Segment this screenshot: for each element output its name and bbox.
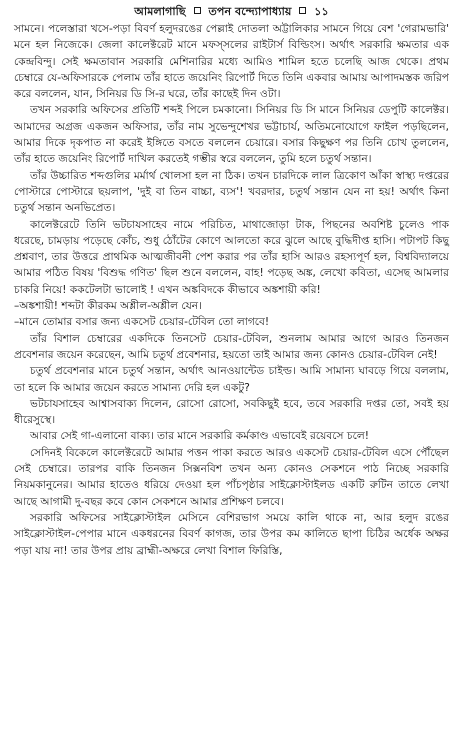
dialogue-line: –মানে তোমার বসার জন্য একসেট চেয়ার-টেবিল তো লাগবে! — [14, 316, 270, 329]
paragraph: সরকারি অফিসের সাইক্লোস্টাইল মেসিনে বেশিরভাগ সময়ে কালি থাকে না, আর হলুদ রঙের সাইক্লোস্টাইল-পেপার মানে একধরনের বিবর্ণ কাগজ, তার উপর কম কালিতে ছাপা চিঠির অর্ধেক অক্ষর পড়া যায় না! তার উপর প্রায় ব্রাহ্মী-অক্ষরে লেখা বিশাল ফিরিস্তি, — [14, 511, 449, 557]
paragraph: সামনে। পলেস্তারা খসে-পড়া বিবর্ণ হলুদরঙের পেল্লাই দোতলা অট্টালিকার সামনে গিয়ে বেশ 'গেরামভারি' মনে হল নিজেকে। জেলা কালেক্টরেট মানে মফস্সলের রাইটার্স বিল্ডিংস। অর্থাৎ সরকারি ক্ষমতার এক কেন্দ্রবিন্দু। সেই ক্ষমতাবান সরকারি মেশিনারির মধ্যে আমিও শামিল হতে চলেছি আজ থেকে। প্রথম চেম্বারে যে-অফিসারকে পেলাম তাঁর হাতে জয়েনিং রিপোর্ট দিতে তিনি একবার আমায় আপাদমস্তক জরিপ করে বললেন, যান, সিনিয়র ডি সি-র ঘরে, তাঁর কাছেই দিন ওটা। — [14, 23, 449, 101]
paragraph: আবার সেই গা-এলানো বাক্য। তার মানে সরকারি কর্মকাণ্ড এভাবেই রয়েবসে চলে! — [30, 430, 369, 443]
paragraph: চতুর্থ প্রবেশনার মানে চতুর্থ সন্তান, অর্থাৎ আনওয়ান্টেড চাইল্ড। আমি সামান্য ঘাবড়ে গিয়ে বললাম, তা হলে কি আমার জয়েন করতে সামান্য দেরি হল একটু? — [14, 365, 449, 394]
author-name: তপন বন্দ্যোপাধ্যায় — [208, 5, 292, 18]
dialogue-line: –অঙ্কশায়ী! শব্দটা কীরকম অশ্লীল-অশ্লীল যেন। — [14, 300, 202, 313]
square-separator-icon — [299, 7, 306, 14]
running-header — [14, 4, 449, 19]
paragraph: ভটচাযসাহেব আশ্বাসবাক্য দিলেন, রোসো রোসো, সবকিছুই হবে, তবে সরকারি দপ্তর তো, সবই হয় ধীরেসুস্থে। — [14, 397, 449, 427]
paragraph: সেদিনই বিকেলে কালেক্টরেটে আমার পত্তন পাকা করতে আরও একসেট চেয়ার-টেবিল এসে পৌঁছেল সেই চেম্বারে। তারপর বাকি তিনজন সিক্সনবিশ তখন অন্য কোনও সেকশনে পাঠ নিচ্ছে সরকারি নিয়মকানুনের। আমার হাতেও ধরিয়ে দেওয়া হল পাঁচপৃষ্ঠার সাইক্লোস্টাইলড একটি রুটিন তাতে লেখা আছে আগামী দু-বছর কবে কোন সেকশনে আমার প্রশিক্ষণ চলবে। — [14, 446, 449, 508]
paragraph: তখন সরকারি অফিসের প্রতিটি শব্দই পিলে চমকানো। সিনিয়র ডি সি মানে সিনিয়র ডেপুটি কালেক্টর। আমাদের অগ্রজ একজন অফিসার, তাঁর নাম সুভেন্দুশেখর ভট্টাচার্য, অতিমনোযোগে ফাইল পড়ছিলেন, আমার দিকে দৃকপাত না করেই ইঙ্গিতে বসতে বললেন চেয়ারে। বসার কিছুক্ষণ পর তিনি চোখ তুললেন, তাঁর হাতে জয়েনিং রিপোর্ট দাখিল করতেই গম্ভীর স্বরে বললেন, তুমি হলে চতুর্থ সন্তান। — [14, 104, 449, 166]
paragraph: কালেক্টরেটে তিনি ভটচাযসাহেব নামে পরিচিত, মাথাজোড়া টাক, পিছনের অবশিষ্ট চুলেও পাক ধরেছে, চামড়ায় পড়েছে কোঁচ, শুধু ঠোঁটের কোণে আলতো করে ঝুলে আছে বুদ্ধিদীপ্ত হাসি। পটাপট কিছু প্রশ্নবাণ, তার উত্তরে প্রাথমিক আত্মজীবনী পেশ করার পর তাঁর হাসি আরও রহস্যপূর্ণ হল, বিশ্ববিদ্যালয়ে আমার পঠিত বিষয় 'বিশুদ্ধ গণিত' ছিল শুনে বললেন, বাহ! পড়েছ অঙ্ক, লেখো কবিতা, এসেছ আমলার চাকরি নিয়ে! ককটেলটা ভালোই ! এখন অঙ্কবিদকে কীভাবে অঙ্কশায়ী করি! — [14, 218, 449, 296]
square-separator-icon — [194, 7, 201, 14]
body-text — [14, 21, 449, 559]
paragraph: তাঁর বিশাল চেম্বারের একদিকে তিনসেট চেয়ার-টেবিল, শুনলাম আমার আগে আরও তিনজন প্রবেশনার জয়েন করেছেন, আমি চতুর্থ প্রবেশনার, হয়তো তাই আমার জন্য কোনও চেয়ার-টেবিল নেই! — [14, 332, 449, 361]
page-number: ১১ — [314, 5, 329, 18]
book-title: আমলাগাছি — [134, 5, 186, 18]
paragraph: তাঁর উচ্চারিত শব্দগুলির মর্মার্থ খোলসা হল না ঠিক। তখন চারদিকে লাল ত্রিকোণ আঁকা স্বাস্থ্য দপ্তরের পোস্টারে পোস্টারে ছয়লাপ, 'দুই বা তিন বাচ্চা, ব্যস'! খবরদার, চতুর্থ সন্তান যেন না হয়! অর্থাৎ কিনা চতুর্থ সন্তান অনভিপ্রেত। — [14, 169, 449, 215]
